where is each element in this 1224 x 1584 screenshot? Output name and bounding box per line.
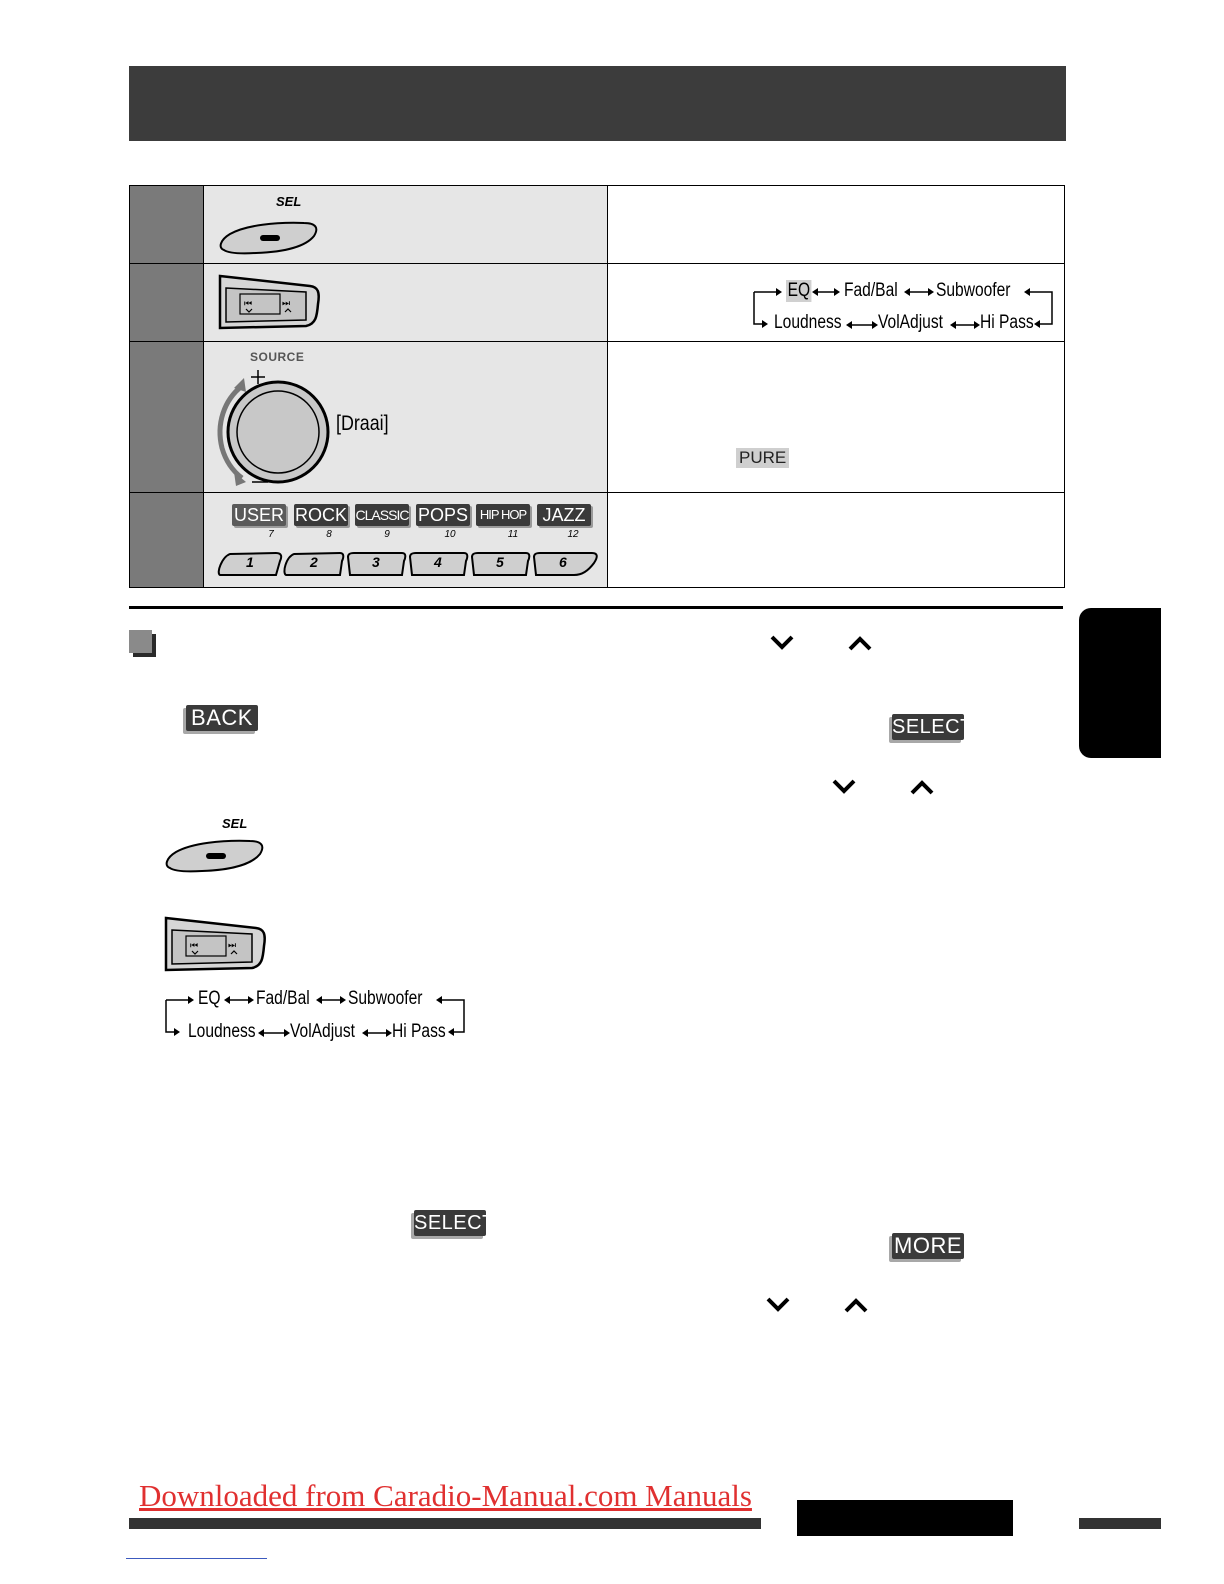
row-text-cell xyxy=(608,264,1064,341)
preset-sub-label: 7 xyxy=(268,529,274,540)
seek-button-icon[interactable] xyxy=(218,274,322,332)
control-table xyxy=(129,185,1065,588)
table-row-dial xyxy=(130,342,1064,493)
table-row-presets xyxy=(130,493,1064,587)
flow-item-eq: EQ xyxy=(787,280,811,301)
footer-page-box xyxy=(797,1500,1013,1536)
flow-item-fadbal: Fad/Bal xyxy=(256,988,310,1009)
sel-button-icon-lower[interactable] xyxy=(162,838,266,876)
row-number-cell xyxy=(130,342,204,492)
header-bar xyxy=(129,66,1066,141)
preset-button-shapes xyxy=(216,551,600,579)
flow-item-hipass: Hi Pass xyxy=(392,1021,446,1042)
mode-flow-diagram-lower xyxy=(160,986,480,1052)
more-button[interactable]: MORE xyxy=(894,1233,962,1258)
preset-key-6[interactable]: 6 xyxy=(559,554,567,570)
back-button[interactable]: BACK xyxy=(186,705,258,731)
row-text-cell xyxy=(608,493,1064,587)
flow-item-subwoofer: Subwoofer xyxy=(936,280,1011,301)
row-text-cell xyxy=(608,186,1064,263)
row-number-cell xyxy=(130,264,204,341)
preset-chip-user: USER xyxy=(233,505,284,525)
select-button[interactable]: SELECT xyxy=(892,716,973,738)
preset-key-5[interactable]: 5 xyxy=(496,554,504,570)
pure-badge: PURE xyxy=(736,448,789,468)
chevron-down-icon xyxy=(834,781,854,791)
row-text-cell xyxy=(608,342,1064,492)
language-side-tab xyxy=(1079,608,1161,758)
chevron-down-icon xyxy=(768,1299,788,1309)
seek-button-icon-lower[interactable] xyxy=(164,916,268,974)
control-dial-icon[interactable] xyxy=(214,364,334,490)
footer-underline xyxy=(126,1558,267,1559)
preset-chip-hiphop: HIP HOP xyxy=(476,504,530,526)
preset-chip-rock: ROCK xyxy=(294,505,347,525)
preset-sub-label: 9 xyxy=(384,529,390,540)
preset-chip-classic: CLASSIC xyxy=(355,504,409,526)
preset-key-2[interactable]: 2 xyxy=(310,554,318,570)
preset-key-4[interactable]: 4 xyxy=(434,554,442,570)
footer-bar-left xyxy=(129,1518,761,1529)
flow-item-loudness: Loudness xyxy=(774,312,842,333)
sel-button-icon[interactable] xyxy=(216,220,320,258)
table-row-sel xyxy=(130,186,1064,264)
chevron-pair-1 xyxy=(768,632,878,654)
flow-item-voladjust: VolAdjust xyxy=(290,1021,355,1042)
chevron-pair-3 xyxy=(764,1294,874,1316)
table-row-seek xyxy=(130,264,1064,342)
row-image-cell xyxy=(204,264,608,341)
preset-key-3[interactable]: 3 xyxy=(372,554,380,570)
flow-item-fadbal: Fad/Bal xyxy=(844,280,898,301)
preset-chip-pops: POPS xyxy=(417,505,469,525)
section-rule xyxy=(129,606,1063,609)
preset-sub-label: 11 xyxy=(507,529,519,540)
rotate-label: [Draai] xyxy=(336,412,389,435)
preset-button-row xyxy=(216,551,600,579)
select-button-2[interactable]: SELECT xyxy=(414,1212,495,1234)
flow-item-voladjust: VolAdjust xyxy=(878,312,943,333)
svg-text:⏮: ⏮ xyxy=(190,941,199,951)
row-number-cell xyxy=(130,493,204,587)
flow-item-subwoofer: Subwoofer xyxy=(348,988,423,1009)
chevron-down-icon xyxy=(772,637,792,647)
row-image-cell xyxy=(204,493,608,587)
row-image-cell xyxy=(204,186,608,263)
preset-sub-label: 12 xyxy=(567,529,579,540)
flow-item-hipass: Hi Pass xyxy=(980,312,1034,333)
svg-text:⏮: ⏮ xyxy=(244,299,253,309)
source-label: SOURCE xyxy=(250,350,305,364)
flow-item-eq: EQ xyxy=(198,988,221,1009)
row-number-cell xyxy=(130,186,204,263)
download-source-link[interactable]: Downloaded from Caradio-Manual.com Manuals xyxy=(139,1478,752,1513)
flow-item-loudness: Loudness xyxy=(188,1021,256,1042)
preset-chip-jazz: JAZZ xyxy=(537,504,591,526)
sel-label-lower: SEL xyxy=(222,816,248,831)
chevron-up-icon xyxy=(846,1301,866,1311)
svg-text:⏭: ⏭ xyxy=(228,941,237,951)
sel-label: SEL xyxy=(276,194,302,209)
row-image-cell xyxy=(204,342,608,492)
preset-sub-label: 10 xyxy=(444,529,456,540)
preset-key-1[interactable]: 1 xyxy=(246,554,254,570)
footer-bar-right xyxy=(1079,1518,1161,1529)
svg-text:⏭: ⏭ xyxy=(282,299,291,309)
mode-flow-diagram xyxy=(736,270,1076,336)
preset-sub-label: 8 xyxy=(326,529,332,540)
section-square-icon xyxy=(129,630,152,653)
chevron-up-icon xyxy=(850,639,870,649)
chevron-up-icon xyxy=(912,783,932,793)
chevron-pair-2 xyxy=(830,776,940,798)
